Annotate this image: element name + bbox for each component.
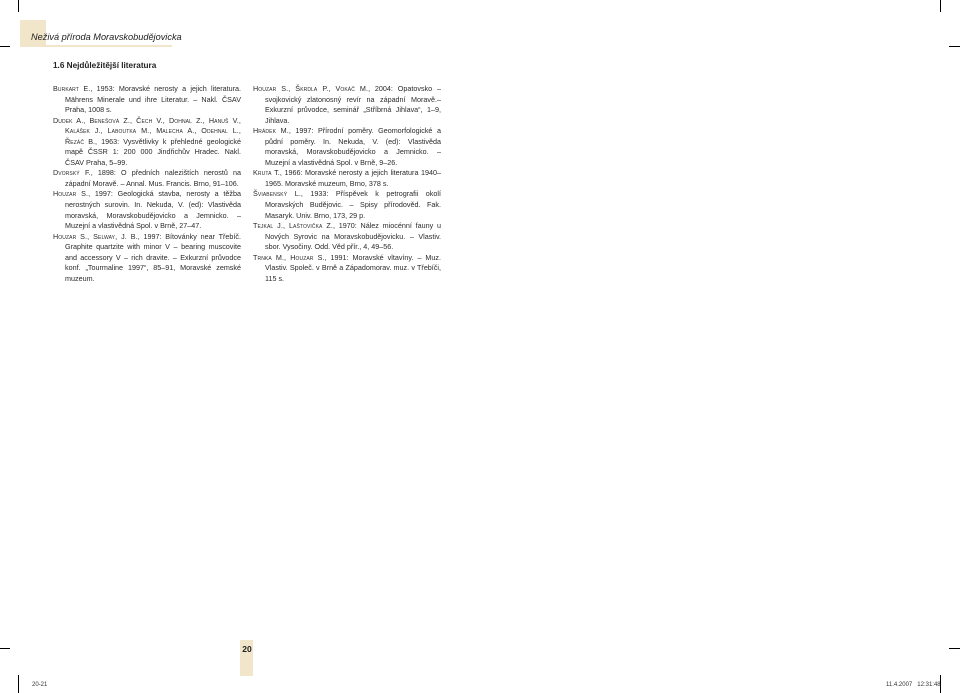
reference-text: B., 1963: Vysvětlivky k přehledné geologické mapě ČSSR 1: 200 000 Jindřichův Hradec. Nakl. ČSAV Praha, 5–99.: [65, 136, 241, 167]
reference-text: , 2004: Opatovsko – svojkovický zlatonosný revír na západní Moravě.– Exkurzní průvodce, seminář „Stříbrná Jihlava“, 1–9, Jihlava.: [265, 84, 441, 125]
reference-entry: [253, 221, 441, 253]
reference-authors: Dudek A., Benešová Z., Čech V., Dohnal Z., Hanuš V., Kalášek J., Laboutka M., Malecha A., Odehnal L., Řezáč: [53, 115, 241, 146]
reference-authors: Houzar S., Škrdla P., Vokáč M.: [253, 84, 369, 93]
reference-authors: Dvorský F.: [53, 168, 91, 178]
references-left-column: [53, 84, 241, 284]
reference-authors: Trnka M., Houzar S.: [253, 252, 325, 262]
reference-text: , 1997: Bítovánky near Třebíč. Graphite quartzite with minor V – bearing muscovite and accessory V – rich dravite. – Exkurzní průvodce konf. „Tourmaline 1997“, 85–91, Moravské zemské muzeum.: [65, 231, 241, 283]
reference-entry: [253, 253, 441, 285]
reference-authors: Hrádek M.: [253, 126, 289, 136]
reference-entry: [53, 189, 241, 231]
reference-authors: Tejkal J., Laštovička Z.: [253, 221, 333, 231]
references-right-column: [253, 84, 441, 284]
footer-date: 11.4.2007: [886, 682, 913, 688]
reference-authors: Kruta T.: [253, 168, 280, 178]
reference-authors: Houzar S., Selway, J. B.: [53, 231, 138, 241]
reference-entry: [253, 189, 441, 221]
running-title: Neživá příroda Moravskobudějovicka: [31, 32, 182, 42]
reference-text: , 1997: Geologická stavba, nerosty a těžba nerostných surovin. In. Nekuda, V. (ed): Vlastivěda moravská, Moravskobudějovicko a Jemnicko. – Muzejní a vlastivědná Spol. v Brně, 27–47.: [65, 189, 241, 231]
reference-text: , 1898: O předních nalezištích nerostů na západní Moravě. – Annal. Mus. Francis. Brno, 91–106.: [65, 168, 241, 188]
reference-entry: [53, 116, 241, 169]
footer-file-label: 20-21: [32, 682, 48, 688]
reference-entry: [253, 84, 441, 126]
header-accent-line: [20, 45, 172, 47]
crop-mark: [0, 46, 10, 47]
crop-mark: [18, 675, 19, 693]
reference-authors: Houzar S.: [53, 189, 89, 199]
reference-authors: Burkart E.: [53, 84, 91, 93]
reference-authors: Šviabenský L.: [253, 189, 301, 199]
reference-text: , 1966: Moravské nerosty a jejich literatura 1940–1965. Moravské muzeum, Brno, 378 s.: [265, 168, 442, 188]
reference-entry: [253, 126, 441, 168]
footer-timestamp: [886, 682, 941, 688]
footer-time: 12:31:48: [917, 682, 941, 688]
reference-text: , 1933: Příspěvek k petrografii okolí Moravských Budějovic. – Spisy přírodověd. Fak. Masaryk. Univ. Brno, 173, 29 p.: [265, 189, 441, 220]
reference-text: , 1997: Přírodní poměry. Geomorfologické a půdní poměry. In. Nekuda, V. (ed): Vlastivěda moravská, Moravskobudějovicko a Jemnicko. – Muzejní a vlastivědná Spol. v Brně, 9–26.: [265, 126, 441, 167]
crop-mark: [0, 648, 10, 649]
page-number: 20: [242, 644, 252, 654]
reference-text: , 1970: Nález miocénní fauny u Nových Syrovic na Moravskobudějovicku. – Vlastiv. sbor. Vysočiny. Odd. Věd přír., 4, 49–56.: [265, 221, 441, 252]
crop-mark: [940, 0, 941, 12]
section-title: 1.6 Nejdůležitější literatura: [53, 61, 157, 70]
crop-mark: [18, 0, 19, 12]
crop-mark: [949, 648, 960, 649]
reference-entry: [53, 232, 241, 285]
reference-text: , 1991: Moravské vltavíny. – Muz. Vlastiv. Společ. v Brně a Západomorav. muz. v Třebíči, 115 s.: [265, 252, 441, 283]
crop-mark: [949, 46, 960, 47]
reference-entry: [53, 84, 241, 116]
reference-entry: [53, 168, 241, 189]
reference-text: , 1953: Moravské nerosty a jejich literatura. Mährens Minerale und ihre Literatur. – Nakl. ČSAV Praha, 1008 s.: [65, 84, 241, 115]
reference-entry: [253, 168, 441, 189]
